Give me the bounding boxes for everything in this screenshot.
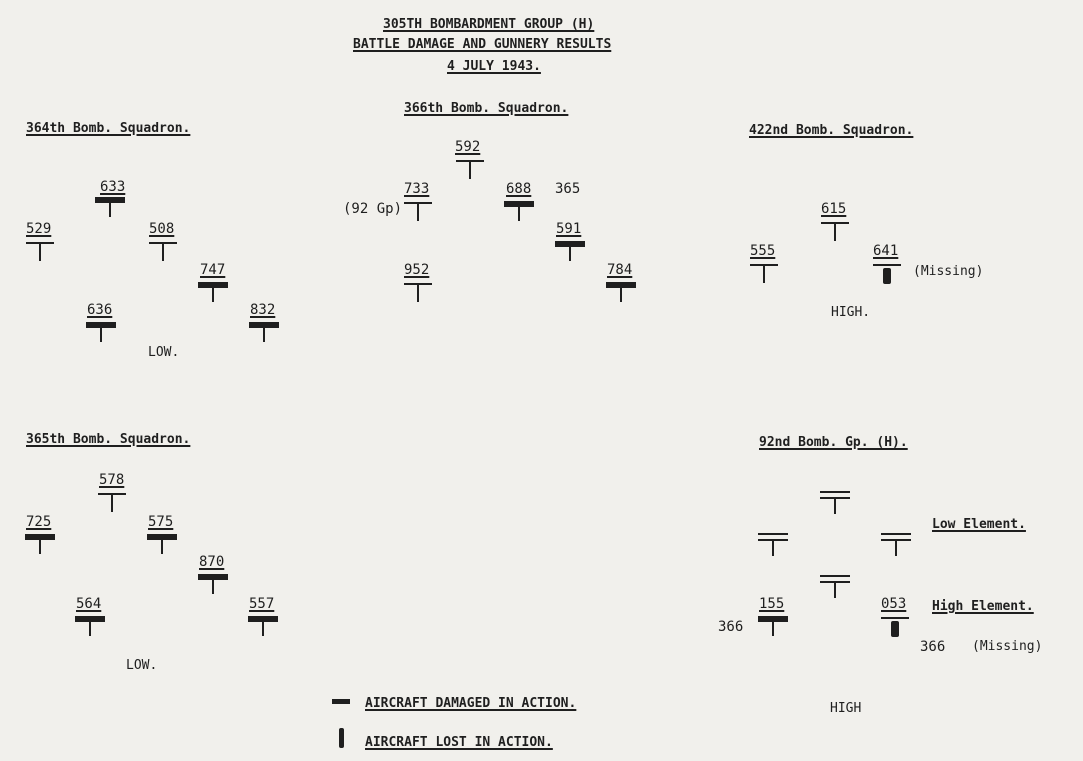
aircraft-591-symbol-wing-damaged xyxy=(555,241,585,247)
squadron-364-title: 364th Bomb. Squadron. xyxy=(26,121,191,136)
squadron-422-missing: (Missing) xyxy=(913,264,984,279)
squadron-364-position: LOW. xyxy=(148,345,180,360)
aircraft-053-symbol-fuselage-lost xyxy=(891,621,899,637)
aircraft-832-serial: 832 xyxy=(250,302,276,318)
aircraft-747-symbol-wing-damaged xyxy=(198,282,228,288)
legend-lost-label: AIRCRAFT LOST IN ACTION. xyxy=(365,735,553,750)
group-92-low-element: Low Element. xyxy=(932,517,1026,532)
note-365: 365 xyxy=(555,181,581,197)
aircraft-633-symbol-wing-damaged xyxy=(95,197,125,203)
header-line-1: 305TH BOMBARDMENT GROUP (H) xyxy=(383,17,595,32)
note-92-gp: (92 Gp) xyxy=(343,201,403,217)
aircraft-564-symbol-wing-damaged xyxy=(75,616,105,622)
aircraft-641-symbol-fuselage-lost xyxy=(883,268,891,284)
legend-lost-symbol xyxy=(339,728,344,748)
aircraft-575-serial: 575 xyxy=(148,514,174,530)
aircraft-733-serial: 733 xyxy=(404,181,430,197)
squadron-365-position: LOW. xyxy=(126,658,158,673)
aircraft-557-serial: 557 xyxy=(249,596,275,612)
squadron-422-position: HIGH. xyxy=(831,305,871,320)
aircraft-784-symbol-wing-damaged xyxy=(606,282,636,288)
squadron-366-title: 366th Bomb. Squadron. xyxy=(404,101,569,116)
aircraft-870-symbol-wing-damaged xyxy=(198,574,228,580)
aircraft-592-serial: 592 xyxy=(455,139,481,155)
group-92-tag-366-left: 366 xyxy=(718,619,744,635)
legend-damaged-label: AIRCRAFT DAMAGED IN ACTION. xyxy=(365,696,577,711)
aircraft-636-serial: 636 xyxy=(87,302,113,318)
aircraft-725-symbol-wing-damaged xyxy=(25,534,55,540)
group-92-missing: (Missing) xyxy=(972,639,1043,654)
aircraft-725-serial: 725 xyxy=(26,514,52,530)
aircraft-053-serial: 053 xyxy=(881,596,907,612)
aircraft-529-serial: 529 xyxy=(26,221,52,237)
aircraft-155-serial: 155 xyxy=(759,596,785,612)
squadron-422-title: 422nd Bomb. Squadron. xyxy=(749,123,914,138)
aircraft-784-serial: 784 xyxy=(607,262,633,278)
aircraft-641-serial: 641 xyxy=(873,243,899,259)
aircraft-952-serial: 952 xyxy=(404,262,430,278)
aircraft-578-serial: 578 xyxy=(99,472,125,488)
aircraft-633-serial: 633 xyxy=(100,179,126,195)
aircraft-688-serial: 688 xyxy=(506,181,532,197)
group-92-title: 92nd Bomb. Gp. (H). xyxy=(759,435,908,450)
header-line-2: BATTLE DAMAGE AND GUNNERY RESULTS xyxy=(353,37,612,52)
header-line-3: 4 JULY 1943. xyxy=(447,59,541,74)
group-92-position: HIGH xyxy=(830,701,862,716)
aircraft-555-serial: 555 xyxy=(750,243,776,259)
aircraft-564-serial: 564 xyxy=(76,596,102,612)
aircraft-508-serial: 508 xyxy=(149,221,175,237)
aircraft-870-serial: 870 xyxy=(199,554,225,570)
aircraft-591-serial: 591 xyxy=(556,221,582,237)
group-92-tag-366-right: 366 xyxy=(920,639,946,655)
aircraft-832-symbol-wing-damaged xyxy=(249,322,279,328)
aircraft-557-symbol-wing-damaged xyxy=(248,616,278,622)
aircraft-636-symbol-wing-damaged xyxy=(86,322,116,328)
aircraft-575-symbol-wing-damaged xyxy=(147,534,177,540)
aircraft-688-symbol-wing-damaged xyxy=(504,201,534,207)
legend-damaged-symbol xyxy=(332,699,350,704)
aircraft-615-serial: 615 xyxy=(821,201,847,217)
group-92-high-element: High Element. xyxy=(932,599,1034,614)
aircraft-155-symbol-wing-damaged xyxy=(758,616,788,622)
aircraft-747-serial: 747 xyxy=(200,262,226,278)
squadron-365-title: 365th Bomb. Squadron. xyxy=(26,432,191,447)
